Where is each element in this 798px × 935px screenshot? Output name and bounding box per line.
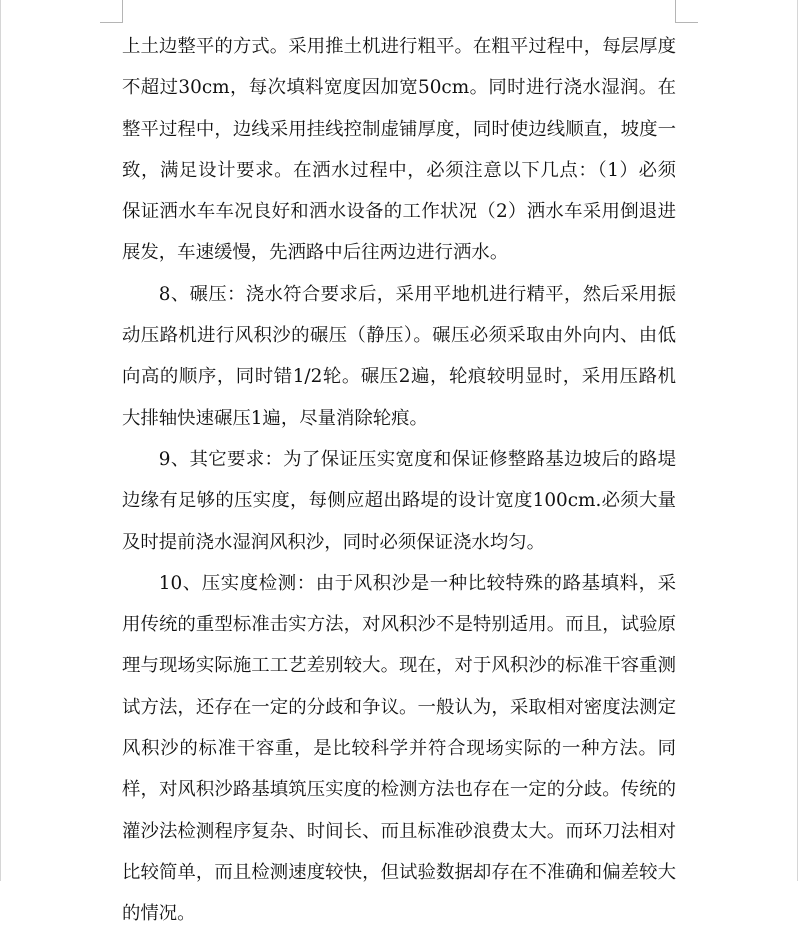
document-body[interactable] — [122, 26, 676, 935]
page-left-edge — [0, 0, 1, 881]
paragraph-continued[interactable]: 上土边整平的方式。采用推土机进行粗平。在粗平过程中，每层厚度不超过30cm，每次填料宽度因加宽50cm。同时进行浇水湿润。在整平过程中，边线采用挂线控制虚铺厚度，同时使边线顺直，坡度一致，满足设计要求。在洒水过程中，必须注意以下几点：（1）必须保证洒水车车况良好和洒水设备的工作状况（2）洒水车采用倒退进展发，车速缓慢，先洒路中后往两边进行洒水。 — [122, 36, 676, 264]
paragraph-item-10[interactable]: 10、压实度检测：由于风积沙是一种比较特殊的路基填料，采用传统的重型标准击实方法，对风积沙不是特别适用。而且，试验原理与现场实际施工工艺差别较大。现在，对于风积沙的标准干容重测试方法，还存在一定的分歧和争议。一般认为，采取相对密度法测定风积沙的标准干容重，是比较科学并符合现场实际的一种方法。同样，对风积沙路基填筑压实度的检测方法也存在一定的分歧。传统的灌沙法检测程序复杂、时间长、而且标准砂浪费太大。而环刀法相对比较简单，而且检测速度较快，但试验数据却存在不准确和偏差较大的情况。 — [122, 572, 676, 925]
paragraph-item-8[interactable]: 8、碾压：浇水符合要求后，采用平地机进行精平，然后采用振动压路机进行风积沙的碾压（静压）。碾压必须采取由外向内、由低向高的顺序，同时错1/2轮。碾压2遍，轮痕较明显时，采用压路机大排轴快速碾压1遍，尽量消除轮痕。 — [122, 283, 676, 429]
paragraph-item-9[interactable]: 9、其它要求：为了保证压实宽度和保证修整路基边坡后的路堤边缘有足够的压实度，每侧应超出路堤的设计宽度100cm.必须大量及时提前浇水湿润风积沙，同时必须保证浇水均匀。 — [122, 448, 676, 553]
top-right-margin-mark — [675, 0, 698, 23]
top-left-margin-mark — [100, 0, 123, 23]
